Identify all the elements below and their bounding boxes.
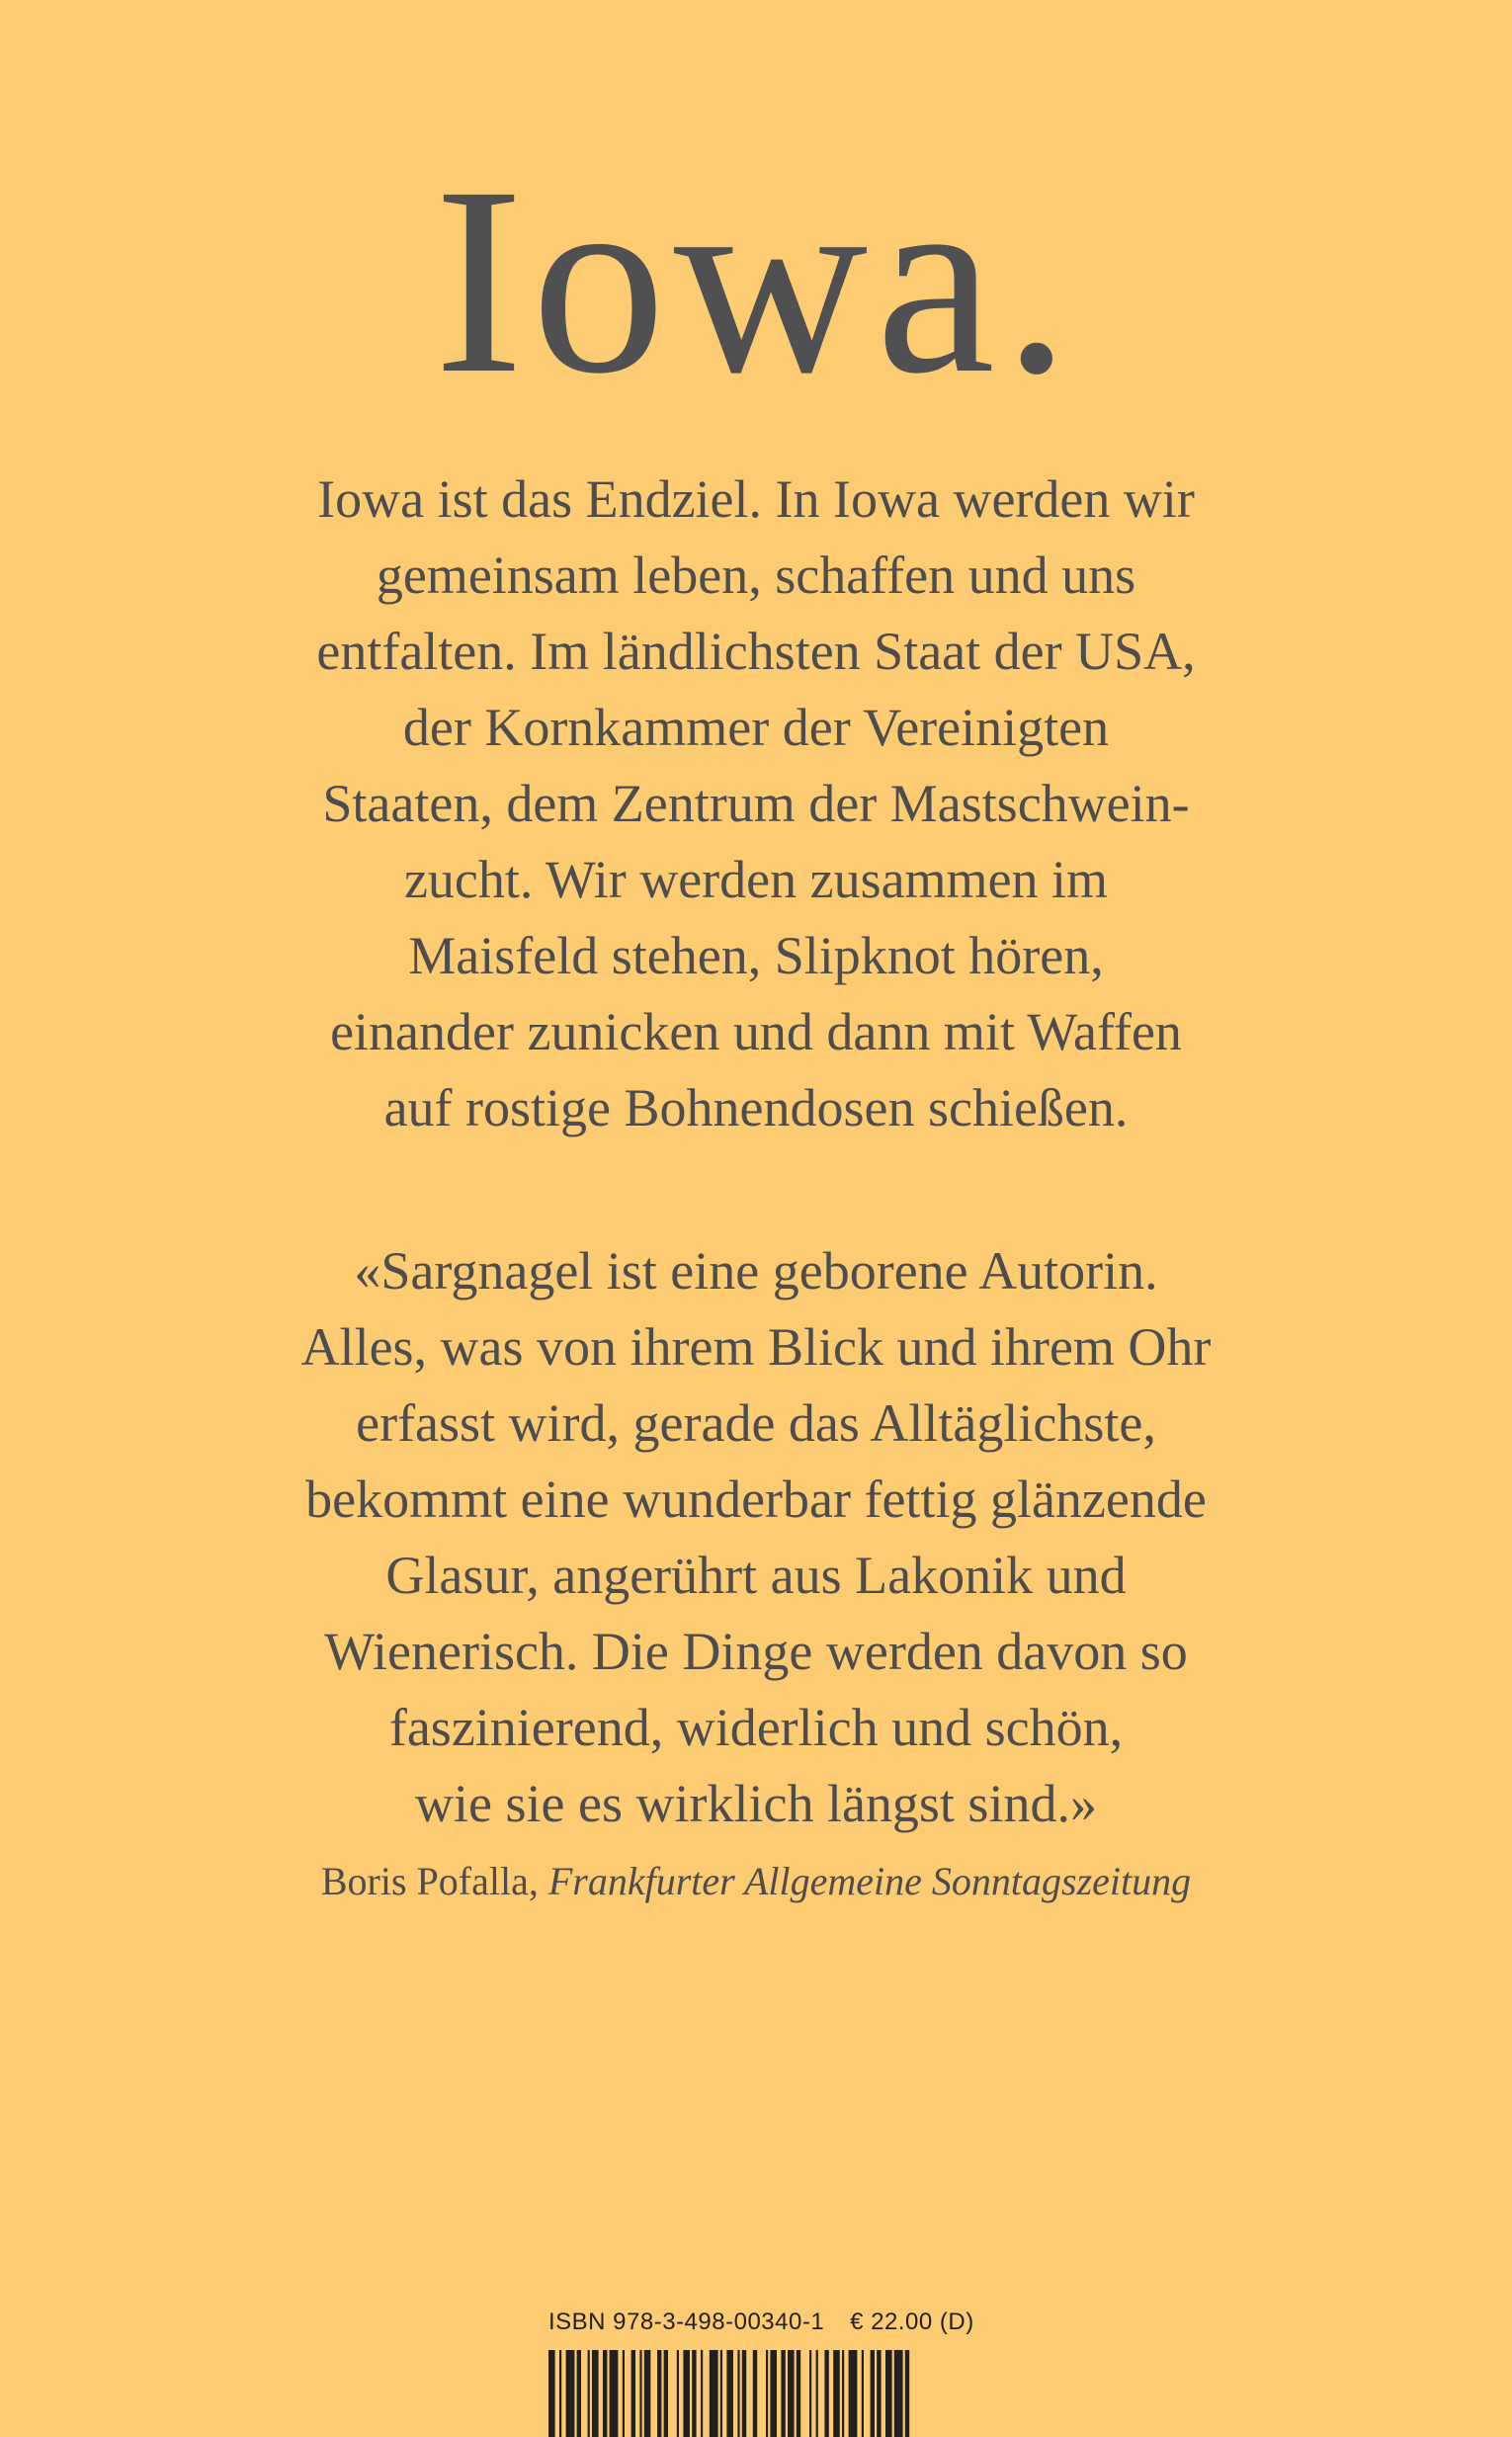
barcode-bar bbox=[905, 2350, 909, 2437]
book-title: Iowa. bbox=[434, 131, 1078, 429]
barcode-bar bbox=[644, 2350, 651, 2437]
barcode-bar bbox=[603, 2350, 607, 2437]
barcode-bar bbox=[849, 2350, 858, 2437]
quote-attribution bbox=[212, 1854, 1300, 1909]
description-line: entfalten. Im ländlichsten Staat der USA, bbox=[316, 622, 1196, 681]
description-line: zucht. Wir werden zusammen im bbox=[403, 850, 1109, 909]
barcode-bar bbox=[683, 2350, 690, 2437]
quote-line: faszinierend, widerlich und schön, bbox=[388, 1698, 1124, 1757]
barcode-bar bbox=[894, 2350, 903, 2437]
quote-line: Wienerisch. Die Dinge werden davon so bbox=[324, 1622, 1188, 1681]
barcode-bar bbox=[862, 2350, 864, 2437]
barcode-bar bbox=[737, 2350, 739, 2437]
barcode-bar bbox=[610, 2350, 619, 2437]
description-line: Maisfeld stehen, Slipknot hören, bbox=[408, 926, 1104, 985]
barcode-bar bbox=[592, 2350, 599, 2437]
barcode-bar bbox=[701, 2350, 703, 2437]
barcode-icon bbox=[548, 2350, 969, 2437]
barcode-bar bbox=[588, 2350, 590, 2437]
barcode-bar bbox=[559, 2350, 561, 2437]
barcode-bar bbox=[566, 2350, 575, 2437]
barcode-bar bbox=[877, 2350, 881, 2437]
description-line: einander zunicken und dann mit Waffen bbox=[330, 1002, 1182, 1061]
book-description bbox=[212, 462, 1300, 1146]
barcode-bar bbox=[742, 2350, 746, 2437]
quote-line: bekommt eine wunderbar fettig glänzende bbox=[305, 1470, 1207, 1529]
quote-line: Glasur, angerührt aus Lakonik und bbox=[385, 1546, 1127, 1605]
barcode-bar bbox=[677, 2350, 679, 2437]
barcode-bar bbox=[871, 2350, 875, 2437]
quote-line: Alles, was von ihrem Blick und ihrem Ohr bbox=[300, 1317, 1212, 1377]
description-line: der Kornkammer der Vereinigten bbox=[402, 698, 1110, 757]
quote-line: erfasst wird, gerade das Alltäglichste, bbox=[356, 1393, 1156, 1453]
barcode-bar bbox=[548, 2350, 555, 2437]
barcode-bar bbox=[770, 2350, 777, 2437]
barcode-bar bbox=[631, 2350, 635, 2437]
description-line: gemeinsam leben, schaffen und uns bbox=[376, 546, 1136, 605]
barcode-bar bbox=[816, 2350, 818, 2437]
isbn-number: ISBN 978-3-498-00340-1 bbox=[548, 2309, 825, 2335]
barcode-bar bbox=[692, 2350, 696, 2437]
barcode-bar bbox=[885, 2350, 892, 2437]
barcode-bar bbox=[639, 2350, 641, 2437]
barcode-bar bbox=[809, 2350, 811, 2437]
isbn-price-line bbox=[548, 2309, 1013, 2336]
quote-author: Boris Pofalla, bbox=[320, 1859, 539, 1903]
barcode-bar bbox=[842, 2350, 844, 2437]
price-label: € 22.00 (D) bbox=[850, 2309, 974, 2335]
barcode-bar bbox=[788, 2350, 795, 2437]
barcode-bar bbox=[753, 2350, 757, 2437]
barcode-bar bbox=[781, 2350, 785, 2437]
description-line: Iowa ist das Endziel. In Iowa werden wir bbox=[317, 469, 1195, 529]
barcode-bar bbox=[664, 2350, 668, 2437]
description-line: Staaten, dem Zentrum der Mastschwein- bbox=[322, 774, 1190, 833]
barcode-bar bbox=[797, 2350, 800, 2437]
quote-line: wie sie es wirklich längst sind.» bbox=[415, 1774, 1097, 1833]
barcode-bar bbox=[766, 2350, 768, 2437]
quote-source: Frankfurter Allgemeine Sonntagszeitung bbox=[547, 1859, 1192, 1903]
barcode-bar bbox=[710, 2350, 718, 2437]
barcode-bar bbox=[577, 2350, 581, 2437]
barcode-bar bbox=[657, 2350, 661, 2437]
barcode-bar bbox=[623, 2350, 625, 2437]
barcode-bar bbox=[720, 2350, 722, 2437]
barcode-bar bbox=[726, 2350, 733, 2437]
description-line: auf rostige Bohnendosen schießen. bbox=[383, 1078, 1129, 1137]
quote-line: «Sargnagel ist eine geborene Autorin. bbox=[354, 1241, 1158, 1301]
barcode-bar bbox=[824, 2350, 828, 2437]
review-quote bbox=[212, 1233, 1300, 1842]
barcode-bar bbox=[833, 2350, 840, 2437]
